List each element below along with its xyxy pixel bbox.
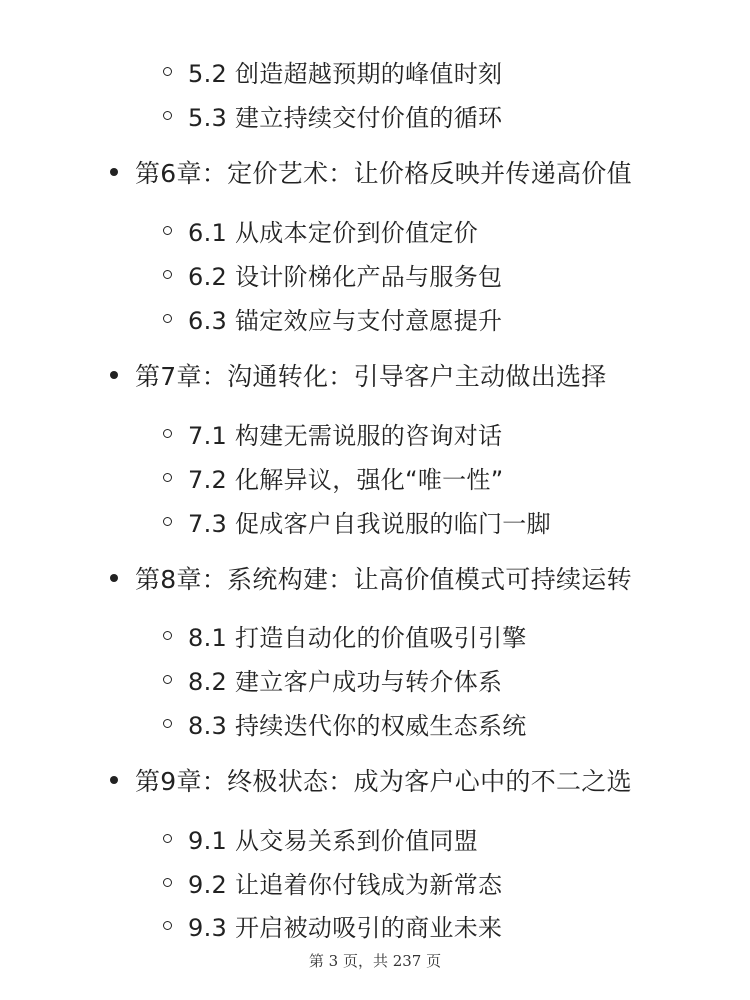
toc-section-label: 6.2 设计阶梯化产品与服务包	[188, 262, 503, 291]
toc-section-item	[163, 413, 502, 453]
toc-section-label: 8.2 建立客户成功与转介体系	[188, 667, 503, 696]
hollow-circle-bullet-icon	[163, 473, 172, 482]
toc-section-label: 7.2 化解异议，强化“唯一性”	[188, 465, 504, 494]
toc-section-label: 5.2 创造超越预期的峰值时刻	[188, 59, 503, 88]
toc-section-label: 6.3 锚定效应与支付意愿提升	[188, 306, 503, 335]
hollow-circle-bullet-icon	[163, 67, 172, 76]
toc-section-label: 7.3 促成客户自我说服的临门一脚	[188, 509, 551, 538]
hollow-circle-bullet-icon	[163, 834, 172, 843]
filled-disc-bullet-icon	[110, 371, 118, 379]
toc-section-label: 5.3 建立持续交付价值的循环	[188, 103, 503, 132]
toc-chapter-item	[110, 558, 632, 598]
hollow-circle-bullet-icon	[163, 111, 172, 120]
hollow-circle-bullet-icon	[163, 517, 172, 526]
toc-chapter-label: 第6章：定价艺术：让价格反映并传递高价值	[135, 159, 632, 188]
filled-disc-bullet-icon	[110, 168, 118, 176]
filled-disc-bullet-icon	[110, 574, 118, 582]
hollow-circle-bullet-icon	[163, 314, 172, 323]
toc-section-label: 9.3 开启被动吸引的商业未来	[188, 913, 503, 942]
toc-section-item	[163, 254, 502, 294]
toc-section-item	[163, 95, 502, 135]
hollow-circle-bullet-icon	[163, 878, 172, 887]
toc-chapter-label: 第8章：系统构建：让高价值模式可持续运转	[135, 565, 632, 594]
toc-chapter-label: 第7章：沟通转化：引导客户主动做出选择	[135, 362, 607, 391]
page-number-footer: 第 3 页，共 237 页	[308, 952, 442, 970]
toc-section-item	[163, 51, 502, 91]
toc-section-label: 6.1 从成本定价到价值定价	[188, 218, 478, 247]
toc-section-item	[163, 862, 502, 902]
hollow-circle-bullet-icon	[163, 675, 172, 684]
hollow-circle-bullet-icon	[163, 226, 172, 235]
toc-section-label: 8.1 打造自动化的价值吸引引擎	[188, 623, 527, 652]
toc-section-item	[163, 703, 527, 743]
hollow-circle-bullet-icon	[163, 921, 172, 930]
toc-section-label: 9.1 从交易关系到价值同盟	[188, 826, 478, 855]
hollow-circle-bullet-icon	[163, 631, 172, 640]
toc-chapter-label: 第9章：终极状态：成为客户心中的不二之选	[135, 767, 632, 796]
toc-section-item	[163, 818, 478, 858]
hollow-circle-bullet-icon	[163, 270, 172, 279]
toc-section-label: 9.2 让追着你付钱成为新常态	[188, 870, 503, 899]
toc-section-label: 7.1 构建无需说服的咨询对话	[188, 421, 503, 450]
toc-section-label: 8.3 持续迭代你的权威生态系统	[188, 711, 527, 740]
toc-section-item	[163, 905, 502, 945]
hollow-circle-bullet-icon	[163, 719, 172, 728]
toc-chapter-item	[110, 152, 632, 192]
filled-disc-bullet-icon	[110, 776, 118, 784]
toc-section-item	[163, 298, 502, 338]
toc-section-item	[163, 210, 478, 250]
toc-section-item	[163, 457, 503, 497]
toc-chapter-item	[110, 355, 607, 395]
toc-chapter-item	[110, 760, 632, 800]
toc-section-item	[163, 501, 551, 541]
toc-section-item	[163, 615, 527, 655]
toc-section-item	[163, 659, 502, 699]
hollow-circle-bullet-icon	[163, 429, 172, 438]
